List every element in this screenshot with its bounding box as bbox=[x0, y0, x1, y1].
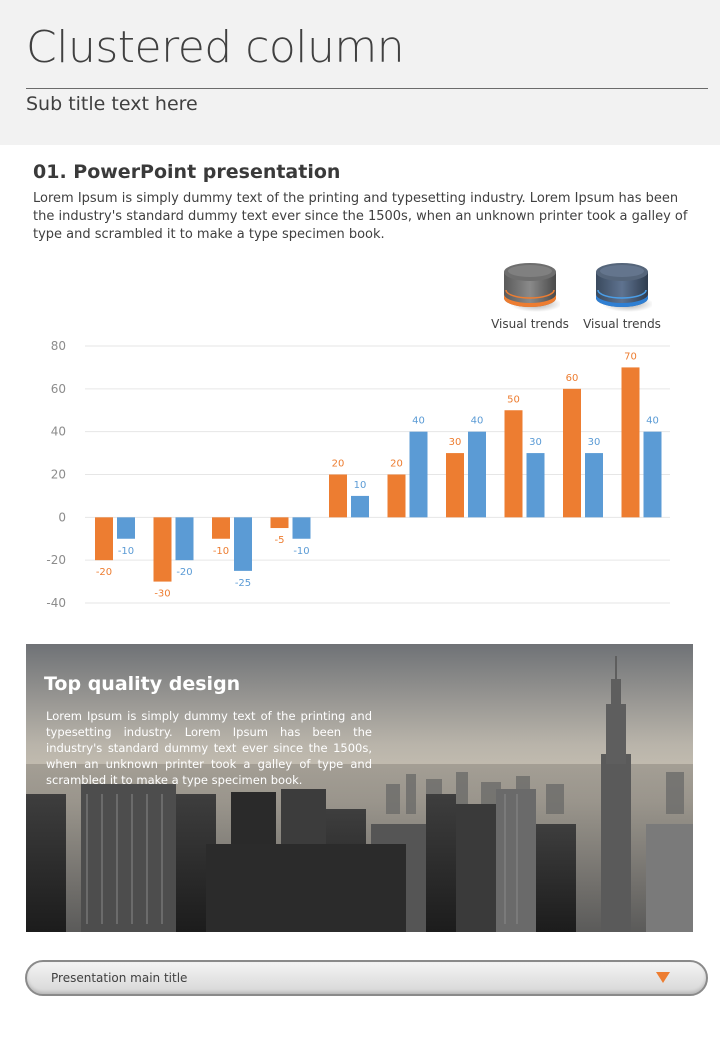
data-label: 30 bbox=[587, 437, 601, 449]
data-label: 40 bbox=[412, 415, 425, 427]
bar-series1 bbox=[563, 389, 581, 517]
bar-series2 bbox=[117, 517, 135, 538]
y-tick-label: 20 bbox=[50, 467, 66, 482]
y-tick-label: 0 bbox=[58, 510, 66, 525]
bar-series1 bbox=[622, 367, 640, 517]
footer-title-bar[interactable] bbox=[25, 960, 708, 996]
clustered-column-chart bbox=[40, 333, 680, 618]
bar-series2 bbox=[585, 453, 603, 517]
bar-series2 bbox=[351, 496, 369, 517]
bar-series2 bbox=[176, 517, 194, 560]
y-tick-label: -40 bbox=[46, 596, 66, 610]
data-label: -10 bbox=[293, 545, 310, 557]
y-tick-label: 80 bbox=[50, 339, 66, 353]
data-label: -20 bbox=[176, 567, 193, 579]
data-label: 30 bbox=[448, 437, 462, 449]
data-label: 10 bbox=[353, 479, 367, 491]
bar-series2 bbox=[293, 517, 311, 538]
data-label: 20 bbox=[390, 458, 403, 470]
bar-series1 bbox=[329, 475, 347, 518]
data-label: 60 bbox=[565, 372, 579, 384]
feature-body: Lorem Ipsum is simply dummy text of the printing and typesetting industry. Lorem Ipsum has been the industry's standard dummy text ever since the 1500s, when an unknown printer took a galley of type and scrambled it to make a type specimen book. bbox=[46, 709, 372, 787]
data-label: -10 bbox=[212, 545, 230, 557]
data-label: 30 bbox=[529, 437, 542, 449]
legend-label-orange: Visual trends bbox=[491, 317, 569, 331]
triangle-down-icon[interactable] bbox=[656, 972, 670, 983]
data-label: -10 bbox=[117, 545, 135, 557]
y-tick-label: 40 bbox=[50, 424, 66, 439]
y-tick-label: -20 bbox=[46, 553, 66, 568]
bar-series1 bbox=[154, 517, 172, 581]
bar-series2 bbox=[644, 432, 662, 518]
title-divider bbox=[26, 88, 708, 89]
section-heading: 01. PowerPoint presentation bbox=[33, 161, 341, 183]
bar-series2 bbox=[410, 432, 428, 518]
data-label: 70 bbox=[624, 351, 637, 363]
bar-series2 bbox=[468, 432, 486, 518]
bar-series1 bbox=[388, 475, 406, 518]
data-label: -30 bbox=[154, 588, 171, 600]
blue-cylinder-icon bbox=[592, 258, 652, 318]
data-label: -5 bbox=[274, 535, 285, 547]
bar-series2 bbox=[527, 453, 545, 517]
header-band bbox=[0, 0, 720, 145]
page-title: Clustered column bbox=[26, 22, 405, 73]
legend-label-blue: Visual trends bbox=[583, 317, 661, 331]
bar-series1 bbox=[95, 517, 113, 560]
data-label: 40 bbox=[646, 415, 659, 427]
bar-series1 bbox=[505, 410, 523, 517]
data-label: 40 bbox=[470, 415, 484, 427]
data-label: -20 bbox=[95, 567, 113, 579]
orange-cylinder-icon bbox=[500, 258, 560, 318]
bar-series2 bbox=[234, 517, 252, 571]
bar-series1 bbox=[271, 517, 289, 528]
feature-title: Top quality design bbox=[44, 673, 241, 695]
data-label: 20 bbox=[331, 458, 345, 470]
data-label: -25 bbox=[234, 577, 252, 589]
y-tick-label: 60 bbox=[50, 381, 66, 396]
section-body: Lorem Ipsum is simply dummy text of the printing and typesetting industry. Lorem Ipsum has been the industry's standard dummy text ever since the 1500s, when an unknown printer took a galley of type and scrambled it to make a type specimen book. bbox=[33, 191, 688, 242]
bar-series1 bbox=[212, 517, 230, 538]
footer-title-label: Presentation main title bbox=[51, 971, 188, 985]
bar-series1 bbox=[446, 453, 464, 517]
data-label: 50 bbox=[507, 394, 520, 406]
page-subtitle: Sub title text here bbox=[26, 93, 198, 115]
